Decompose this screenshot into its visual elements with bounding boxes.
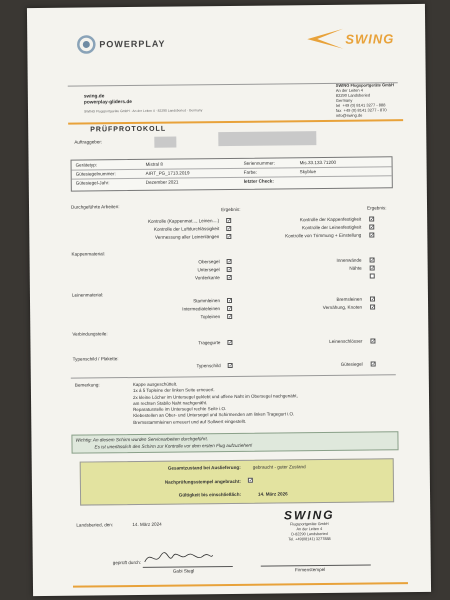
arbeit-right-3-checkbox[interactable]: ✓ [370,232,375,239]
stamp [264,508,354,543]
bemerkung-label: Bemerkung: [74,382,100,388]
url-swing: swing.de [83,94,105,100]
bemerkung-line: 2x kleine Löcher im Untersegel geklebt und offene Naht im Obersegel nachgenäht, [132,392,298,400]
bemerkung-line: am rechten Stabilo Naht nachgenäht. [133,400,208,406]
leine-left-2-checkbox[interactable]: ✓ [228,305,233,313]
kappe-right-1: Innenwände [336,257,362,263]
leinenmaterial-heading: Leinenmaterial: [71,292,104,298]
swing-logo [305,27,345,56]
leine-right-1: Bremsleinen [336,296,363,302]
verbindung-right-checkbox[interactable]: ✓ [371,338,376,345]
kappe-right-2: Nähte [349,265,362,271]
tel-label: tel [335,102,341,108]
ergebnis-left: Ergebnis: [221,206,241,213]
firmenstempel-label: Firmenstempel [294,567,326,573]
kappe-left-2-checkbox[interactable]: ✓ [227,266,232,274]
company-country: Germany [335,97,353,103]
bemerkung-line: Kappe ausgeschüttelt. [132,381,178,388]
leine-right-1-checkbox[interactable]: ✓ [370,296,376,303]
arbeit-right-3: Kontrolle von Trimmung + Einstellung [285,232,362,239]
stamp-line: Flugsportgeräte GmbH [290,521,329,527]
kappe-right-3-checkbox[interactable] [370,273,375,278]
page-title: PRÜFPROTOKOLL [90,125,167,134]
guetesiegel-value: AIRT_PG_1713.2019 [145,170,190,176]
zustand-label: Gesamtzustand bei Auslieferung: [167,464,241,471]
check-label: letzter Check: [243,178,274,184]
company-city: 82290 Landsberied [335,92,371,98]
client-redacted-1 [154,137,176,148]
arbeit-left-1-checkbox[interactable]: ✓ [227,217,232,225]
arbeit-right-2-checkbox[interactable]: ✓ [370,224,375,231]
company-name: SWING Flugsportgeräte GmbH [335,82,395,88]
leine-left-3: Topleinen [200,314,221,320]
typenschild-right-checkbox[interactable]: ✓ [371,361,376,368]
verbindungsteile-heading: Verbindungsteile: [72,331,108,337]
company-email: info@swing.de [336,112,363,118]
verbindung-left-checkbox[interactable]: ✓ [228,339,233,347]
kappe-left-2: Untersegel [197,267,220,273]
arbeit-left-1: Kontrolle (Kappenmat..., Leinen....) [147,218,220,224]
client-redacted-2 [218,131,316,146]
geraetetyp-value: Mistral 8 [145,161,163,167]
info-divider-1 [72,166,392,170]
url-powerplay: powerplay-gliders.de [83,100,132,106]
zustand-value: gebraucht - guter Zustand [252,464,306,470]
verbindung-left: Tragegurte [198,340,221,346]
bemerkung-line: Reparaturstelle im Untersegel rechte Seite i.O. [133,406,227,413]
arbeit-right-2: Kontrolle der Leinenfestigkeit [301,224,362,231]
powerplay-logo [75,34,97,59]
stempel-label: Nachprüfungsstempel angebracht: [164,478,241,485]
bemerkung-line: 1x á 5 Topleine der linken Seite erneuert. [132,387,215,394]
geraetetyp-label: Gerätetyp: [75,162,98,168]
company-tel: +49 (0) 8141 3277 - 888 [342,102,386,108]
typenschild-heading: Typenschild / Plakette: [72,356,119,362]
powerplay-brand: POWERPLAY [99,38,166,50]
kappe-left-3-checkbox[interactable]: ✓ [227,274,233,282]
info-table [71,156,393,191]
kappenmaterial-heading: Kappenmaterial: [71,251,105,257]
footer-orange-line [73,582,408,587]
arbeit-right-1: Kontrolle der Kappenfestigkeit [299,216,362,223]
arbeit-right-1-checkbox[interactable]: ✓ [370,216,375,223]
stamp-line: D-82290 Landsberied [291,531,328,537]
stempel-checkbox[interactable]: ✓ [248,477,254,484]
typenschild-right: Gütesiegel [340,361,363,367]
stamp-line-rule [261,565,371,567]
kappe-right-1-checkbox[interactable]: ✓ [370,257,375,264]
fax-label: fax [335,107,342,113]
company-fax: +49 (0) 8141 3277 - 870 [343,107,387,113]
seriennummer-label: Seriennummer: [243,160,276,166]
service-notice [71,431,398,453]
ergebnis-right: Ergebnis: [367,205,387,211]
jahr-value: Dezember 2021 [145,179,179,185]
typenschild-left-checkbox[interactable]: ✓ [228,362,233,370]
kappe-left-3: Vorderkante [194,275,220,281]
verbindung-right: Leinenschlösser [329,338,363,344]
kappe-left-1-checkbox[interactable]: ✓ [227,258,232,266]
farbe-value: Skyblue [299,169,317,175]
seriennummer-value: Mis.33.133.71200 [299,159,337,166]
info-divider-2 [72,175,392,179]
durchgefuehrt-heading: Durchgeführte Arbeiten: [70,204,120,210]
section-divider [71,374,396,378]
place-label: Landsberied, den: [76,522,114,528]
leine-right-2-checkbox[interactable]: ✓ [371,304,376,311]
leine-left-2: Intermediateleinen [182,306,221,312]
kappe-left-1: Obersegel [198,259,220,265]
company-street: An der Leiten 4 [335,87,363,93]
notice-line-1: Wichtig: An diesem Schirm wurden Servicearbeiten durchgeführt. [75,436,209,443]
arbeit-left-2-checkbox[interactable]: ✓ [227,225,232,233]
farbe-label: Farbe: [243,169,257,175]
stamp-line: Tel. +49(08141) 3277888 [288,536,331,542]
footer-date: 14. März 2024 [132,521,162,528]
gueltig-label: Gültigkeit bis einschließlich: [178,491,242,498]
leine-left-3-checkbox[interactable]: ✓ [228,313,233,321]
swing-brand: SWING [345,31,395,47]
arbeit-left-3-checkbox[interactable]: ✓ [227,233,232,241]
summary-box [80,458,394,505]
document-page [27,4,431,596]
arbeit-left-3: Vermessung aller Leinenlängen [154,234,220,240]
kappe-right-2-checkbox[interactable]: ✓ [370,265,375,272]
bemerkung-text [133,379,373,426]
leine-left-1: Stammleinen [193,298,221,304]
geprueft-label: geprüft durch: [112,559,142,566]
company-address [336,82,416,118]
typenschild-left: Typenschild [196,363,221,369]
leine-right-2: Vernähung, Knoten [322,304,363,311]
signer-name: Gabi Stegl [172,568,195,574]
client-label: Auftraggeber: [74,139,103,145]
gueltig-value: 14. März 2026 [258,491,288,497]
bemerkung-line: Bremsstammleinen erneuert und auf Sollwert eingestellt. [133,418,247,425]
stamp-swing-logo: SWING [283,507,335,523]
stamp-line: An der Leiten 4 [296,527,323,532]
bemerkung-line: Klebestellen an Ober- und Untersegel und Schirmenden am linken Tragegurt i.O. [133,411,295,419]
return-address: SWING Flugsportgeräte GmbH · An der Leiten 4 · 82290 Landsberied · Germany [83,108,203,114]
guetesiegel-label: Gütesiegelnummer: [75,171,116,177]
arbeit-left-2: Kontrolle der Luftdurchlässigkeit [153,226,220,232]
jahr-label: Gütesiegel-Jahr: [75,180,110,186]
leine-left-1-checkbox[interactable]: ✓ [227,297,233,305]
notice-line-2: Es ist unerlässlich den Schirm zur Kontrolle vor dem ersten Flug aufzuziehen! [94,442,253,450]
